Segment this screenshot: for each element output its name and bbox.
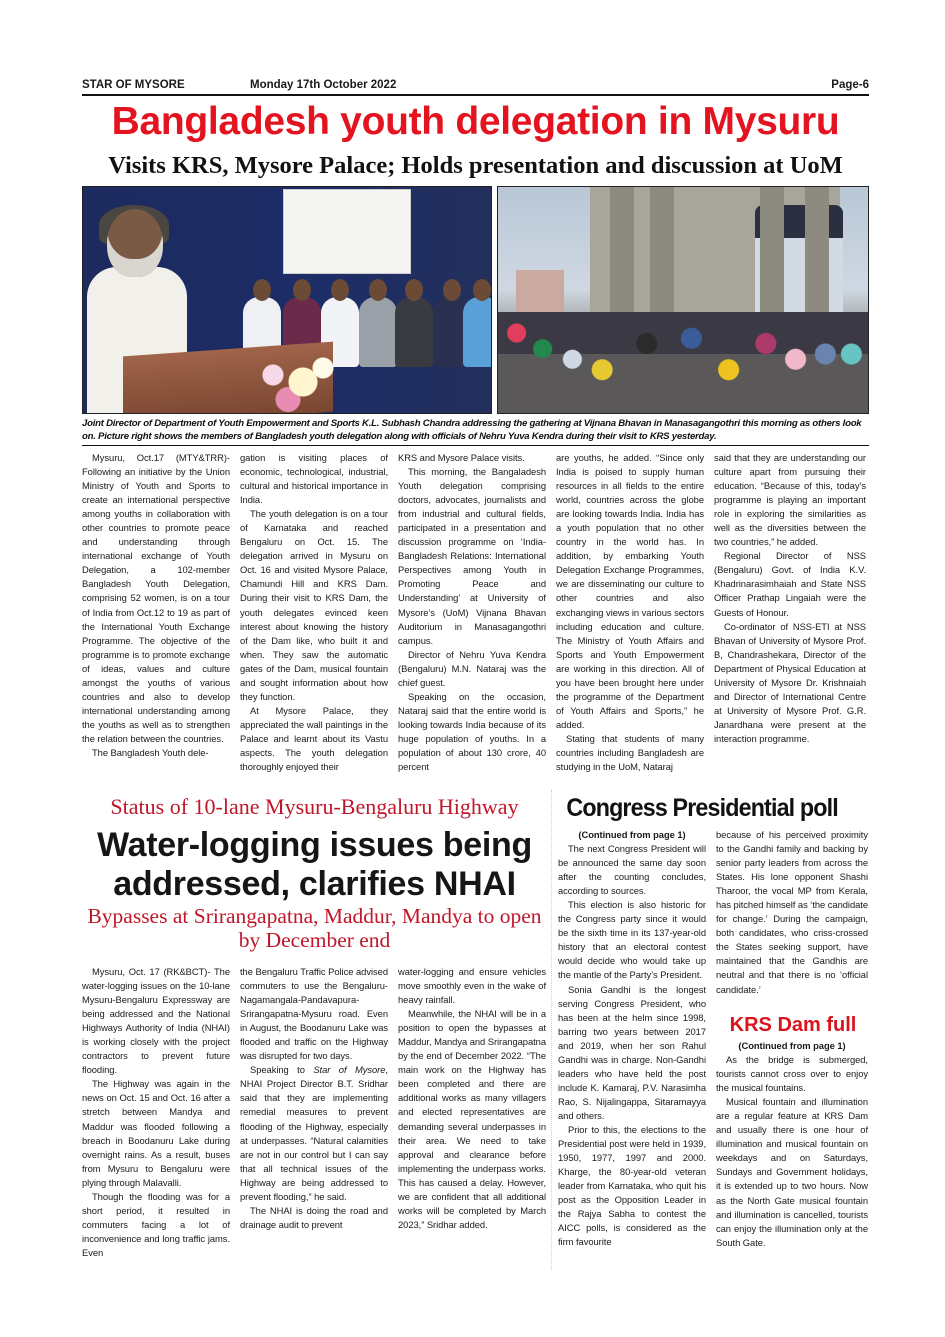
flower-bouquet bbox=[243, 347, 343, 414]
lead-paragraph: Stating that students of many countries including Bangladesh are studying in the UoM, Nataraj bbox=[556, 732, 704, 773]
continued-note: (Continued from page 1) bbox=[738, 1040, 846, 1051]
lead-paragraph: gation is visiting places of economic, technological, industrial, cultural and historical importance in India. bbox=[240, 452, 388, 506]
highway-headline: Water-logging issues being addressed, clarifies NHAI bbox=[97, 826, 532, 903]
continued-note: (Continued from page 1) bbox=[578, 829, 686, 840]
krs-column bbox=[716, 1039, 868, 1250]
lead-paragraph: The Bangladesh Youth dele- bbox=[92, 746, 209, 758]
lead-paragraph: The youth delegation is on a tour of Karnataka and reached Bengaluru on Oct. 15. The delegation arrived in Mysuru on Oct. 16 and visited Mysore Palace, Chamundi Hill and KRS Dam. During their visit to KRS Dam, the youth delegates evinced keen interest about knowing the history of the Dam like, who built it and when. They saw the automatic gates of the Dam, musical fountain and sought information about how they function. bbox=[240, 508, 388, 702]
congress-paragraph: because of his perceived proximity to the Gandhi family and backing by senior party leaders from across the States. His lone opponent Shashi Tharoor, the vocal MP from Kerala, has pitched himself as ‘the candidate for change.’ During the campaign, both candidates, who criss-crossed the States seeking support, have maintained that the Gandhis are neutral and that there is no ‘official candidate.’ bbox=[716, 829, 868, 995]
seated-guest bbox=[359, 297, 397, 367]
publication-name: Star of Mysore bbox=[313, 1064, 386, 1076]
highway-paragraph: Mysuru, Oct. 17 (RK&BCT)- The water-logging issues on the 10-lane Mysuru-Bengaluru Expressway are being addressed and the National Highways Authority of India (NHAI) is working closely with the project contractors to prevent future flooding. bbox=[82, 966, 230, 1076]
lead-column-1 bbox=[82, 451, 230, 760]
page-number: Page-6 bbox=[831, 79, 869, 91]
lead-paragraph: Director of Nehru Yuva Kendra (Bengaluru) M.N. Nataraj was the chief guest. bbox=[398, 648, 546, 688]
delegation-crowd bbox=[498, 312, 869, 414]
photo-caption: Joint Director of Department of Youth Empowerment and Sports K.L. Subhash Chandra addressing the gathering at Vijnana Bhavan in Manasagangothri this morning as others look on. Picture right shows the members of Bangladesh youth delegation along with officials of Nehru Yuva Kendra during their visit to KRS yesterday. bbox=[82, 417, 869, 446]
issue-date: Monday 17th October 2022 bbox=[250, 79, 397, 91]
highway-paragraph: The Highway was again in the news on Oct. 15 and Oct. 16 after a stretch between Mandya and Maddur was flooded following a breach in Boodanuru Lake during overnight rains. As a result, buses from Mysuru to Bengaluru were plying through Malavalli. bbox=[82, 1078, 230, 1188]
lead-paragraph: Mysuru, Oct.17 (MTY&TRR)- Following an initiative by the Union Ministry of Youth and Sports to create an international perspective among youths in collaboration with other countries to promote peace and understanding through international exchange of Youth Delegation, a 102-member Bangladesh Youth Delegation, comprising 52 women, is on a tour of India from Oct.12 to 19 as part of the International Youth Exchange Programme. The objective of the programme is to promote exchange of ideas, values and culture amongst the youths of various countries and also to develop international understanding among the youths as well as to strengthen the relation between the countries. bbox=[82, 452, 230, 744]
congress-column-2 bbox=[716, 828, 868, 997]
paper-name: STAR OF MYSORE bbox=[82, 79, 185, 91]
congress-paragraph: This election is also historic for the Congress party since it would be the sixth time in its 137-year-old history that an electoral contest would decide who would take up the mantle of the Party’s President. bbox=[558, 899, 706, 981]
stone-gate bbox=[590, 187, 840, 315]
lead-paragraph: This morning, the Bangaladesh Youth delegation comprising doctors, advocates, journalists and from industrial and cultural fields, participated in a presentation and discussion programme on ‘India-Bangladesh Relations: International Perspectives among Youth in Promoting Peace and Understanding’ at University of Mysore’s (UoM) Vijnana Bhavan Auditorium in Manasagangothri campus. bbox=[398, 466, 546, 646]
congress-paragraph: The next Congress President will be announced the same day soon after the counting concludes, according to sources. bbox=[558, 843, 706, 897]
lead-column-3 bbox=[398, 451, 546, 774]
lead-column-4 bbox=[556, 451, 704, 774]
lead-paragraph: Regional Director of NSS (Bengaluru) Govt. of India K.V. Khadrinarasimhaiah and State NSS Officer Prathap Lingaiah were the Guests of Honour. bbox=[714, 550, 866, 618]
highway-paragraph: Though the flooding was for a short period, it resulted in commuters facing a lot of inconvenience and long traffic jams. Even bbox=[82, 1190, 230, 1258]
congress-paragraph: Prior to this, the elections to the Presidential post were held in 1939, 1950, 1977, 1997 and 2000. Kharge, the 80-year-old veteran leader from Karnataka, who quit his post as the Opposition Leader in the Rajya Sabha to contest the AICC polls, is considered as the firm favourite bbox=[558, 1123, 706, 1248]
highway-deck: Bypasses at Srirangapatna, Maddur, Mandya to open by December end bbox=[87, 904, 542, 952]
lead-column-2 bbox=[240, 451, 388, 774]
lead-paragraph: KRS and Mysore Palace visits. bbox=[398, 452, 525, 463]
lead-paragraph: Co-ordinator of NSS-ETI at NSS Bhavan of University of Mysore Prof. B, Chandrashekara, Director of the Department of Physical Education at University of Mysore Dr. Krishnaiah and Director of International Centre at University of Mysore Prof. G.R. Janardhana were present at the interaction programme. bbox=[714, 620, 866, 744]
highway-paragraph: The NHAI is doing the road and drainage audit to prevent bbox=[240, 1204, 388, 1230]
highway-paragraph: the Bengaluru Traffic Police advised commuters to use the Bengaluru-Nagamangala-Pandavapura-Srirangapatna-Mysuru road. Even in August, the Boodanuru Lake was flooded and traffic on the Highway was disrupted for two days. bbox=[240, 966, 388, 1062]
highway-paragraph: Meanwhile, the NHAI will be in a position to open the bypasses at Maddur, Mandya and Srirangapatna by the end of December 2022. “The main work on the Highway has been completed and there are additional works as many villagers and elected representatives are demanding several underpasses in their area. We need to take approval and clearance before implementing the underpass works. This has caused a delay. However, we are confident that all additional works will be completed by March 2023,” Sridhar added. bbox=[398, 1008, 546, 1230]
highway-paragraph: Speaking to Star of Mysore, NHAI Project Director B.T. Sridhar said that they are implementing remedial measures to prevent flooding of the Highway, especially at underpasses. “Natural calamities are not in our control but I can say that all technical issues of the Highway are being addressed to prevent flooding,” he said. bbox=[240, 1064, 388, 1202]
photo-group-at-krs bbox=[497, 186, 869, 414]
congress-headline: Congress Presidential poll bbox=[566, 794, 838, 822]
lead-column-5 bbox=[714, 451, 866, 746]
congress-column-1 bbox=[558, 828, 706, 1249]
photo-speaker-at-podium bbox=[82, 186, 492, 414]
lead-paragraph: At Mysore Palace, they appreciated the wall paintings in the Palace and learnt about its Vastu aspects. The youth delegation thoroughly enjoyed their bbox=[240, 704, 388, 773]
highway-kicker: Status of 10-lane Mysuru-Bengaluru Highway bbox=[110, 794, 519, 819]
krs-paragraph: Musical fountain and illumination are a regular feature at KRS Dam and usually there is one hour of illumination and musical fountain on weekdays and on Saturdays, Sundays and Government holidays, it is extended up to two hours. Now as the North Gate musical fountain and illumination is cancelled, tourists can enjoy the illumination only at the South Gate. bbox=[716, 1096, 868, 1248]
seated-guest bbox=[463, 297, 492, 367]
highway-column-1 bbox=[82, 965, 230, 1260]
lead-paragraph: are youths, he added. “Since only India is poised to supply human resources in all fields to the entire world, countries across the globe are looking towards India. India has a youth population that no other country in the world has. In addition, by embarking Youth Delegation Exchange Programmes, we are disseminating our culture to other countries and also exchanging views in various sectors including education and culture. The Ministry of Youth Affairs and Sports and Youth Empowerment are working in this direction. All of you have been brought here under the programme of the Department of Youth Affairs and Sports,” he added. bbox=[556, 452, 704, 730]
lead-subheadline: Visits KRS, Mysore Palace; Holds presentation and discussion at UoM bbox=[108, 152, 843, 179]
highway-column-3 bbox=[398, 965, 546, 1232]
projector-screen bbox=[283, 189, 411, 274]
krs-paragraph: As the bridge is submerged, tourists cannot cross over to enjoy the musical fountains. bbox=[716, 1054, 868, 1094]
congress-paragraph: Sonia Gandhi is the longest serving Congress President, who has been at the helm since 1998, barring two years between 2017 and 2019, when her son Rahul Gandhi was in charge. Non-Gandhi leaders who have held the post include K. Kamaraj, P.V. Narasimha Rao, S. Nijalingappa, Sitaramayya and others. bbox=[558, 983, 706, 1121]
seated-guest bbox=[395, 297, 433, 367]
column-divider bbox=[551, 790, 552, 1270]
lead-paragraph: said that they are understanding our culture apart from pursuing their education. “Because of this, today’s programme is playing an important role in exploring the similarities as well as the diversities between the two countries,” he added. bbox=[714, 452, 866, 548]
highway-column-2 bbox=[240, 965, 388, 1232]
highway-paragraph: water-logging and ensure vehicles move smoothly even in the wake of heavy rainfall. bbox=[398, 966, 546, 1006]
krs-headline: KRS Dam full bbox=[729, 1014, 857, 1036]
lead-headline: Bangladesh youth delegation in Mysuru bbox=[111, 100, 840, 143]
masthead bbox=[82, 79, 869, 96]
lead-paragraph: Speaking on the occasion, Nataraj said that the entire world is looking towards India because of its huge population of youths. In a population of about 130 crore, 40 percent bbox=[398, 690, 546, 773]
